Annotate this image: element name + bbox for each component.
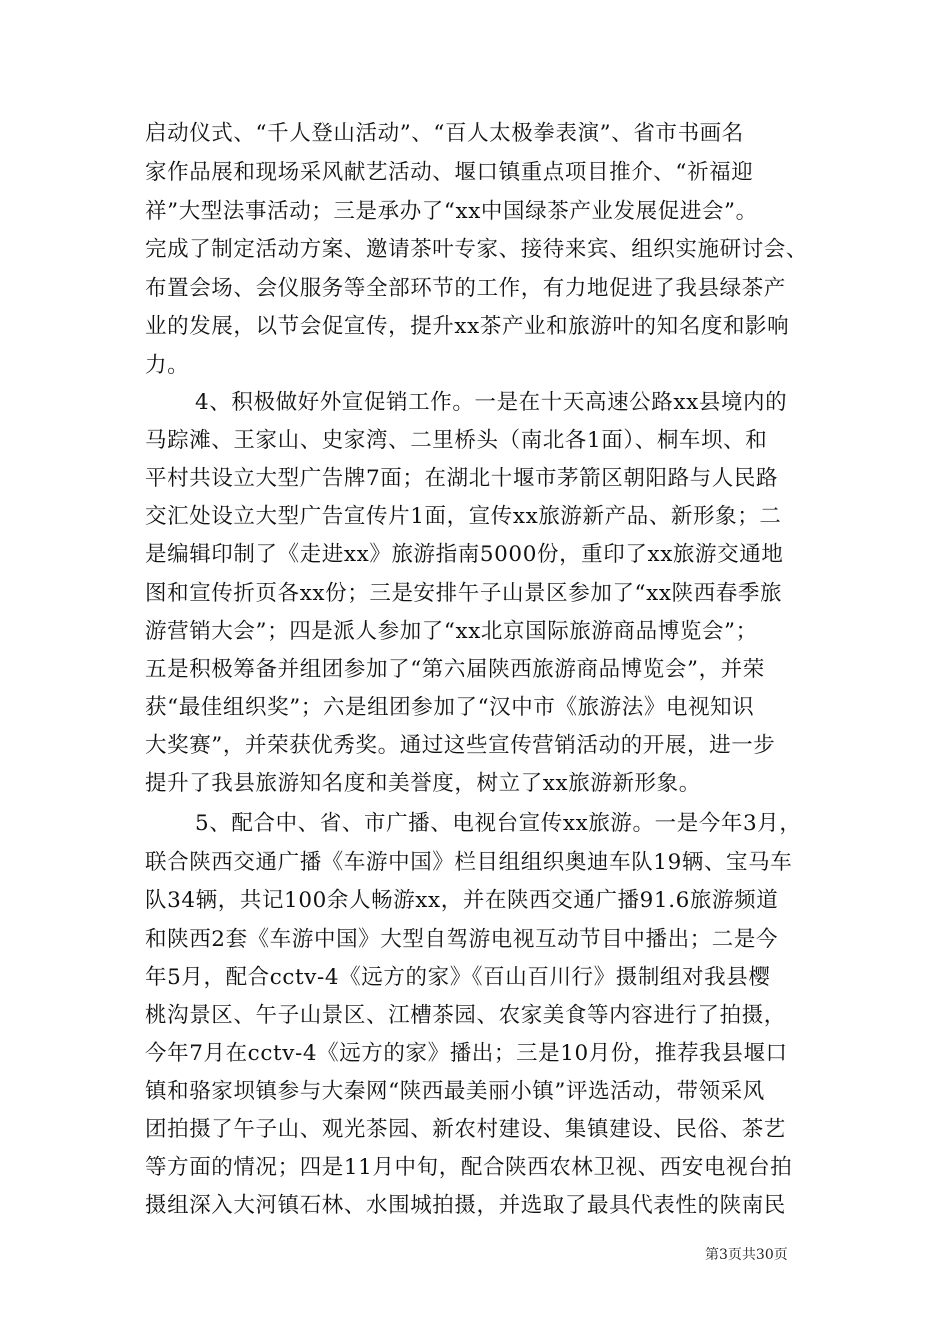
text-line: 平村共设立大型广告牌7面；在湖北十堰市茅箭区朝阳路与人民路 xyxy=(145,466,779,491)
text-line: 大奖赛”，并荣获优秀奖。通过这些宣传营销活动的开展，进一步 xyxy=(145,733,776,758)
text-line: 获“最佳组织奖”；六是组团参加了“汉中市《旅游法》电视知识 xyxy=(145,695,755,720)
text-line: 五是积极筹备并组团参加了“第六届陕西旅游商品博览会”，并荣 xyxy=(145,657,765,682)
text-line: 年5月，配合cctv-4《远方的家》《百山百川行》摄制组对我县樱 xyxy=(145,965,771,990)
text-line: 图和宣传折页各xx份；三是安排午子山景区参加了“xx陕西春季旅 xyxy=(145,581,783,606)
text-line: 摄组深入大河镇石林、水围城拍摄，并选取了最具代表性的陕南民 xyxy=(145,1193,786,1218)
text-line: 交汇处设立大型广告宣传片1面，宣传xx旅游新产品、新形象；二 xyxy=(145,504,782,529)
paragraph-5-start: 5、配合中、省、市广播、电视台宣传xx旅游。一是今年3月， xyxy=(195,811,802,836)
text-line: 祥”大型法事活动；三是承办了“xx中国绿茶产业发展促进会”。 xyxy=(145,199,758,224)
text-line: 提升了我县旅游知名度和美誉度，树立了xx旅游新形象。 xyxy=(145,771,701,796)
text-line: 等方面的情况；四是11月中旬，配合陕西农林卫视、西安电视台拍 xyxy=(145,1155,793,1180)
text-line: 和陕西2套《车游中国》大型自驾游电视互动节目中播出；二是今 xyxy=(145,927,779,952)
text-line: 联合陕西交通广播《车游中国》栏目组组织奥迪车队19辆、宝马车 xyxy=(145,850,793,875)
text-line: 团拍摄了午子山、观光茶园、新农村建设、集镇建设、民俗、茶艺 xyxy=(145,1117,786,1142)
text-line: 是编辑印制了《走进xx》旅游指南5000份，重印了xx旅游交通地 xyxy=(145,542,784,567)
text-line: 桃沟景区、午子山景区、江槽茶园、农家美食等内容进行了拍摄， xyxy=(145,1003,786,1028)
page-number: 第3页共30页 xyxy=(705,1247,788,1263)
text-line: 镇和骆家坝镇参与大秦网“陕西最美丽小镇”评选活动，带领采风 xyxy=(145,1079,765,1104)
text-line: 队34辆，共记100余人畅游xx，并在陕西交通广播91.6旅游频道 xyxy=(145,888,779,913)
paragraph-4-start: 4、积极做好外宣促销工作。一是在十天高速公路xx县境内的 xyxy=(195,390,788,415)
text-line: 完成了制定活动方案、邀请茶叶专家、接待来宾、组织实施研讨会、 xyxy=(145,237,809,262)
text-line: 启动仪式、“千人登山活动”、“百人太极拳表演”、省市书画名 xyxy=(145,121,744,146)
text-line: 家作品展和现场采风献艺活动、堰口镇重点项目推介、“祈福迎 xyxy=(145,160,754,185)
text-line: 游营销大会”；四是派人参加了“xx北京国际旅游商品博览会”； xyxy=(145,619,758,644)
text-line: 马踪滩、王家山、史家湾、二里桥头（南北各1面）、桐车坝、和 xyxy=(145,428,768,453)
text-line: 力。 xyxy=(145,353,190,378)
text-line: 布置会场、会仪服务等全部环节的工作，有力地促进了我县绿茶产 xyxy=(145,276,786,301)
text-line: 今年7月在cctv-4《远方的家》播出；三是10月份，推荐我县堰口 xyxy=(145,1041,788,1066)
text-line: 业的发展，以节会促宣传，提升xx茶产业和旅游叶的知名度和影响 xyxy=(145,314,790,339)
